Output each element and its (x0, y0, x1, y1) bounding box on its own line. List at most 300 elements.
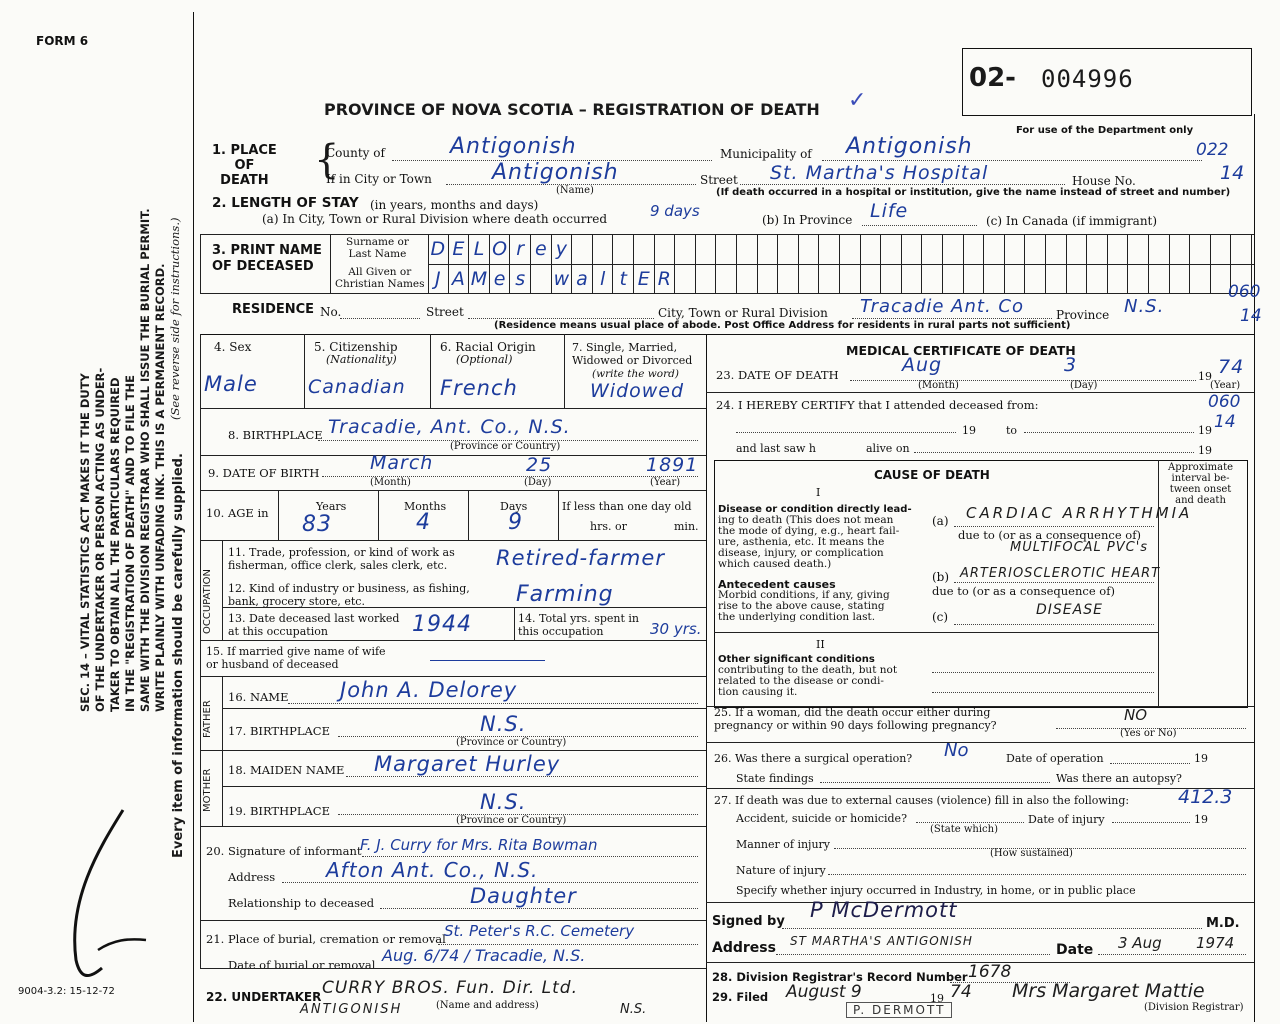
given-l2: Christian Names (335, 278, 425, 290)
surname-char-box[interactable]: y (552, 235, 573, 264)
age-months-label: Months (404, 500, 447, 513)
last-worked-label (228, 612, 399, 638)
surname-char-box[interactable] (758, 235, 779, 264)
registrar-record-value[interactable]: 1678 (968, 962, 1012, 982)
undertaker-addr[interactable]: ANTIGONISH (300, 1002, 403, 1017)
marital-sub: (write the word) (592, 368, 679, 380)
given-char-box[interactable] (1005, 265, 1026, 293)
age-div2 (378, 490, 379, 540)
dod-label: 23. DATE OF DEATH (716, 368, 839, 382)
industry-value[interactable]: Farming (516, 582, 614, 607)
surname-char-box[interactable] (819, 235, 840, 264)
given-name-boxes[interactable] (428, 265, 1254, 293)
main-left-border (193, 12, 194, 1022)
place-brace: { (314, 137, 340, 183)
marital-l1: 7. Single, Married, (572, 341, 678, 354)
informant-sig-label: 20. Signature of informant (206, 844, 362, 858)
county-value[interactable]: Antigonish (450, 134, 577, 159)
injury-date-line (1112, 822, 1190, 823)
house-value[interactable]: 14 (1220, 162, 1245, 184)
vital-line-6: WRITE PLAINLY WITH UNFADING INK. THIS IS A PERMANENT RECORD. (153, 263, 167, 712)
interval-l1: Approximate (1168, 462, 1234, 473)
check-mark-icon: ✓ (848, 88, 867, 113)
cause-c-value[interactable]: DISEASE (1036, 602, 1103, 618)
dob-year[interactable]: 1891 (646, 454, 699, 476)
dod-year[interactable]: 74 (1218, 356, 1245, 378)
surname-char-box[interactable] (1108, 235, 1129, 264)
surname-char-box[interactable] (881, 235, 902, 264)
surname-l1: Surname or (346, 236, 409, 248)
industry-label (228, 582, 470, 608)
length-of-stay-label: 2. LENGTH OF STAY (212, 195, 359, 211)
surgical-value[interactable]: No (944, 740, 969, 761)
father-mid (222, 708, 706, 709)
dod-month-label: (Month) (918, 380, 959, 391)
county-label: County of (326, 146, 385, 160)
disease-l1: Disease or condition directly lead- (718, 504, 912, 515)
mother-div (222, 750, 223, 826)
filed-label: 29. Filed (712, 990, 769, 1004)
informant-address-label: Address (228, 870, 276, 884)
pregnancy-label (714, 706, 997, 732)
certify-to-line (1024, 432, 1194, 433)
surname-char-box[interactable] (1046, 235, 1067, 264)
pregnancy-value[interactable]: NO (1124, 706, 1148, 724)
vital-line-5: SAME WITH THE DIVISION REGISTRAR WHO SHALL ISSUE THE BURIAL PERMIT. (138, 208, 152, 712)
surname-char-box[interactable] (737, 235, 758, 264)
residence-note: (Residence means usual place of abode. Post Office Address for residents in rural parts not sufficient) (494, 320, 1071, 331)
stay-b-label: (b) In Province (762, 213, 853, 227)
surname-char-box[interactable] (1170, 235, 1191, 264)
surname-char-box[interactable] (1128, 235, 1149, 264)
father-div (222, 676, 223, 750)
city-value[interactable]: Antigonish (492, 160, 619, 185)
informant-sig-value[interactable]: F. J. Curry for Mrs. Rita Bowman (360, 836, 598, 854)
antecedent-l1: Morbid conditions, if any, giving (718, 589, 890, 601)
print-name-l2: OF DECEASED (212, 259, 314, 274)
external-code: 412.3 (1178, 786, 1233, 808)
spouse-l2: or husband of deceased (206, 658, 339, 671)
antecedent-sub (718, 590, 890, 623)
burial-date-label: Date of burial or removal (228, 958, 376, 972)
signer-address-line (776, 954, 1050, 955)
age-div1 (278, 490, 279, 540)
hospital-note: (If death occurred in a hospital or institution, give the name instead of street and number) (716, 187, 1231, 198)
given-char-box[interactable] (902, 265, 923, 293)
given-char-box[interactable]: J (428, 265, 449, 293)
given-char-box[interactable] (1128, 265, 1149, 293)
name-divider (330, 234, 331, 293)
stay-b-value[interactable]: Life (870, 200, 909, 222)
place-label-2: OF (234, 158, 255, 173)
stamp: P. DERMOTT (846, 1002, 952, 1018)
surname-char-box[interactable] (1149, 235, 1170, 264)
other-l2: contributing to the death, but not (718, 664, 898, 676)
municipality-label: Municipality of (720, 147, 812, 161)
surname-char-box[interactable] (840, 235, 861, 264)
mother-name-label: 18. MAIDEN NAME (228, 763, 345, 777)
specify-label: Specify whether injury occurred in Industry, in home, or in public place (736, 884, 1136, 897)
given-char-box[interactable]: A (449, 265, 470, 293)
surname-char-box[interactable] (799, 235, 820, 264)
surname-char-box[interactable]: D (428, 235, 449, 264)
burial-date-value[interactable]: Aug. 6/74 / Tracadie, N.S. (382, 946, 586, 965)
given-char-box[interactable] (1025, 265, 1046, 293)
surname-char-box[interactable]: e (531, 235, 552, 264)
given-char-box[interactable]: s (510, 265, 531, 293)
residence-no-line (340, 318, 420, 319)
dod-month[interactable]: Aug (902, 354, 943, 376)
other-l1: Other significant conditions (718, 654, 875, 665)
mother-birth-label: 19. BIRTHPLACE (228, 804, 330, 818)
occupation-side-label: OCCUPATION (202, 568, 213, 634)
given-char-box[interactable] (675, 265, 696, 293)
given-char-box[interactable] (531, 265, 552, 293)
yes-no-sub: (Yes or No) (1120, 728, 1177, 739)
surname-char-box[interactable] (716, 235, 737, 264)
surname-char-box[interactable] (1005, 235, 1026, 264)
disease-l4: ure, asthenia, etc. It means the (718, 536, 885, 548)
given-char-box[interactable]: w (552, 265, 573, 293)
surname-char-box[interactable] (593, 235, 614, 264)
row8-bottom (200, 455, 706, 456)
birthplace-value[interactable]: Tracadie, Ant. Co., N.S. (328, 416, 571, 438)
pregnancy-l2: pregnancy or within 90 days following pregnancy? (714, 719, 997, 732)
surname-char-box[interactable] (655, 235, 676, 264)
signed-date-line (1098, 954, 1246, 955)
undertaker-addr-2[interactable]: N.S. (620, 1002, 647, 1017)
stay-c-label: (c) In Canada (if immigrant) (986, 214, 1158, 228)
name-left-line (200, 234, 201, 293)
given-char-box[interactable] (1046, 265, 1067, 293)
total-years-label (518, 612, 639, 638)
racial-label: 6. Racial Origin (440, 340, 536, 354)
father-name-label: 16. NAME (228, 690, 289, 704)
informant-address-value[interactable]: Afton Ant. Co., N.S. (326, 858, 539, 882)
state-findings-line (820, 782, 1050, 783)
dod-day[interactable]: 3 (1064, 354, 1078, 376)
signed-date-value[interactable]: 3 Aug (1118, 934, 1162, 952)
every-item-note: Every item of information should be carefully supplied. (171, 453, 186, 858)
birthplace-label: 8. BIRTHPLACE (228, 428, 323, 442)
given-char-box[interactable] (840, 265, 861, 293)
signed-date-year[interactable]: 1974 (1196, 934, 1235, 952)
racial-sub: (Optional) (456, 353, 513, 366)
stay-b-line (862, 225, 977, 226)
cause-a-value[interactable]: CARDIAC ARRHYTHMIA (966, 504, 1193, 522)
spouse-line[interactable] (430, 660, 545, 661)
surname-char-box[interactable] (634, 235, 655, 264)
relationship-value[interactable]: Daughter (470, 884, 577, 908)
spouse-label (206, 645, 386, 671)
given-char-box[interactable] (799, 265, 820, 293)
disease-l6: which caused death.) (718, 558, 832, 570)
citizenship-sub: (Nationality) (326, 353, 397, 366)
alive-on-century: 19 (1198, 444, 1212, 457)
mother-name-value[interactable]: Margaret Hurley (374, 752, 561, 776)
relationship-line (380, 908, 698, 909)
birthplace-sub: (Province or Country) (450, 441, 561, 452)
how-sustained-sub: (How sustained) (990, 848, 1073, 859)
given-char-box[interactable]: M (469, 265, 490, 293)
signed-value[interactable]: P McDermott (810, 898, 958, 922)
name-sub-label: (Name) (556, 185, 594, 196)
autopsy-label: Was there an autopsy? (1056, 772, 1182, 785)
father-name-value[interactable]: John A. Delorey (340, 678, 518, 702)
surname-char-box[interactable] (861, 235, 882, 264)
certify-to-label: to (1006, 424, 1018, 437)
undertaker-name[interactable]: CURRY BROS. Fun. Dir. Ltd. (322, 978, 579, 998)
father-name-line (288, 703, 698, 704)
dob-month-label: (Month) (370, 477, 411, 488)
surname-char-box[interactable] (1025, 235, 1046, 264)
given-char-box[interactable] (758, 265, 779, 293)
surname-char-box[interactable] (696, 235, 717, 264)
age-months-value[interactable]: 4 (416, 510, 431, 535)
street-label: Street (700, 173, 738, 187)
given-char-box[interactable] (922, 265, 943, 293)
surname-char-box[interactable] (778, 235, 799, 264)
dod-day-label: (Day) (1070, 380, 1098, 391)
surname-char-box[interactable]: r (510, 235, 531, 264)
surname-char-box[interactable]: E (449, 235, 470, 264)
surname-char-box[interactable] (675, 235, 696, 264)
vital-line-1: SEC. 14 – VITAL STATISTICS ACT MAKES IT THE DUTY (78, 373, 92, 712)
operation-date-line (1110, 763, 1190, 764)
age-days-value[interactable]: 9 (508, 510, 523, 535)
occ-bottom (200, 640, 706, 641)
sex-value[interactable]: Male (204, 372, 258, 396)
cause-a-line (954, 526, 1154, 527)
surname-char-box[interactable] (1231, 235, 1252, 264)
state-which-sub: (State which) (930, 824, 998, 835)
cause-b-label: (b) (932, 570, 950, 584)
given-char-box[interactable] (819, 265, 840, 293)
nature-label: Nature of injury (736, 864, 826, 877)
length-of-stay-sub: (in years, months and days) (370, 198, 539, 212)
surname-char-box[interactable] (1067, 235, 1088, 264)
given-char-box[interactable] (716, 265, 737, 293)
citizenship-label: 5. Citizenship (314, 340, 398, 354)
dod-line (850, 380, 1196, 381)
reg-prefix: 02- (969, 63, 1016, 93)
surname-char-box[interactable]: L (469, 235, 490, 264)
given-char-box[interactable] (881, 265, 902, 293)
surname-char-box[interactable] (1211, 235, 1232, 264)
sex-div (304, 334, 305, 408)
dob-year-label: (Year) (650, 477, 681, 488)
vital-line-2: OF THE UNDERTAKER OR PERSON ACTING AS UNDER- (93, 367, 107, 712)
race-div (564, 334, 565, 408)
surname-char-box[interactable] (572, 235, 593, 264)
external-label: 27. If death was due to external causes (violence) fill in also the following: (714, 794, 1130, 807)
given-char-box[interactable] (1087, 265, 1108, 293)
dob-day[interactable]: 25 (526, 454, 553, 476)
signer-address-value[interactable]: ST MARTHA'S ANTIGONISH (790, 934, 973, 948)
place-label-1: 1. PLACE (212, 143, 277, 158)
spouse-l1: 15. If married give name of wife (206, 645, 386, 658)
marital-label (572, 341, 692, 367)
cause-b-value[interactable]: ARTERIOSCLEROTIC HEART (960, 566, 1161, 581)
vital-line-4: IN THE "REGISTRATION OF DEATH" AND TO FILE THE (123, 374, 137, 712)
mother-birth-sub: (Province or Country) (456, 815, 567, 826)
surname-char-box[interactable] (943, 235, 964, 264)
cause-a2-value[interactable]: MULTIFOCAL PVC's (1010, 540, 1149, 555)
informant-address-line (282, 882, 698, 883)
surname-char-box[interactable] (902, 235, 923, 264)
state-findings-label: State findings (736, 772, 814, 785)
trade-label (228, 546, 455, 572)
surname-char-box[interactable]: O (490, 235, 511, 264)
surname-char-box[interactable] (1087, 235, 1108, 264)
antecedent-l3: the underlying condition last. (718, 611, 876, 623)
nature-line (828, 874, 1246, 875)
given-char-box[interactable] (1067, 265, 1088, 293)
other-line-2 (932, 692, 1154, 693)
cause-a-label: (a) (932, 514, 949, 528)
certify-from-century: 19 (962, 424, 976, 437)
trade-value[interactable]: Retired-farmer (496, 546, 665, 570)
given-char-box[interactable] (737, 265, 758, 293)
antecedent-l2: rise to the above cause, stating (718, 600, 885, 612)
age-div4 (558, 490, 559, 540)
hrs-label: hrs. or (590, 520, 627, 533)
surname-char-box[interactable] (964, 235, 985, 264)
pregnancy-l1: 25. If a woman, did the death occur either during (714, 706, 991, 719)
main-right-border (1254, 114, 1255, 1022)
dod-bottom (706, 392, 1254, 393)
interval-div (1158, 460, 1159, 706)
accident-line (916, 822, 1024, 823)
residence-city-line (852, 318, 1052, 319)
given-char-box[interactable] (778, 265, 799, 293)
racial-value[interactable]: French (440, 376, 518, 400)
given-char-box[interactable] (1170, 265, 1191, 293)
total-l1: 14. Total yrs. spent in (518, 612, 639, 625)
other-l3: related to the disease or condi- (718, 675, 884, 687)
surname-boxes[interactable] (428, 235, 1254, 264)
stay-a-value[interactable]: 9 days (650, 202, 700, 220)
filed-year[interactable]: 74 (950, 982, 972, 1002)
dept-use-label: For use of the Department only (1016, 125, 1194, 136)
last-saw-label: and last saw h (736, 442, 817, 455)
residence-code: 060 (1228, 282, 1261, 302)
section-ii: II (816, 638, 825, 651)
residence-street-label: Street (426, 305, 464, 319)
sex-label: 4. Sex (214, 340, 252, 354)
father-birth-label: 17. BIRTHPLACE (228, 724, 330, 738)
city-label: If in City or Town (326, 172, 432, 186)
total-years-value[interactable]: 30 yrs. (650, 620, 702, 638)
burial-place-label: 21. Place of burial, cremation or removal (206, 932, 446, 946)
manner-label: Manner of injury (736, 838, 831, 851)
informant-bottom (200, 920, 706, 921)
cause-mid (714, 632, 1158, 633)
left-table-left (200, 334, 201, 968)
residence-street-line (468, 318, 654, 319)
signed-date-label: Date (1056, 942, 1094, 958)
given-char-box[interactable] (861, 265, 882, 293)
industry-l2: bank, grocery store, etc. (228, 595, 365, 608)
undertaker-label: 22. UNDERTAKER (206, 990, 322, 1004)
surgical-label: 26. Was there a surgical operation? (714, 752, 913, 765)
citizenship-value[interactable]: Canadian (308, 376, 406, 398)
street-value[interactable]: St. Martha's Hospital (770, 162, 989, 184)
father-bottom (200, 750, 706, 751)
given-char-box[interactable] (943, 265, 964, 293)
alive-on-line (914, 452, 1194, 453)
trade-l1: 11. Trade, profession, or kind of work as (228, 546, 455, 559)
reg-number: 004996 (1041, 65, 1134, 93)
mother-birth-value[interactable]: N.S. (480, 790, 527, 814)
given-char-box[interactable]: e (490, 265, 511, 293)
given-char-box[interactable] (696, 265, 717, 293)
given-char-box[interactable] (964, 265, 985, 293)
surname-l2: Last Name (348, 248, 407, 260)
vital-statistics-notice (78, 208, 168, 712)
given-char-box[interactable]: a (572, 265, 593, 293)
last-worked-l1: 13. Date deceased last worked (228, 612, 400, 625)
given-char-box[interactable] (1190, 265, 1211, 293)
cause-c-label: (c) (932, 610, 949, 624)
print-name-label (212, 243, 322, 275)
injury-date-label: Date of injury (1028, 813, 1105, 826)
dod-year-label: (Year) (1210, 380, 1241, 391)
registrar-signature[interactable]: Mrs Margaret Mattie (1012, 980, 1205, 1002)
residence-code-2: 14 (1240, 306, 1262, 326)
surname-char-box[interactable] (1190, 235, 1211, 264)
certify-to-year[interactable]: 14 (1214, 412, 1236, 432)
surname-char-box[interactable] (984, 235, 1005, 264)
given-char-box[interactable]: t (613, 265, 634, 293)
signed-by-label: Signed by (712, 914, 785, 929)
filed-century: 19 (930, 992, 944, 1005)
given-char-box[interactable] (1108, 265, 1129, 293)
surname-char-box[interactable] (613, 235, 634, 264)
residence-province-value[interactable]: N.S. (1124, 296, 1165, 317)
name-bottom-line (200, 293, 1254, 294)
burial-place-value[interactable]: St. Peter's R.C. Cemetery (444, 922, 635, 940)
age-div3 (468, 490, 469, 540)
residence-city-value[interactable]: Tracadie Ant. Co (860, 296, 1024, 317)
last-worked-value[interactable]: 1944 (412, 612, 472, 637)
injury-century: 19 (1194, 813, 1208, 826)
dob-month[interactable]: March (370, 452, 434, 474)
burial-place-line (438, 944, 698, 945)
age-years-value[interactable]: 83 (302, 512, 332, 537)
father-birth-value[interactable]: N.S. (480, 712, 527, 736)
industry-l1: 12. Kind of industry or business, as fishing, (228, 582, 470, 595)
age-label: 10. AGE in (206, 506, 269, 520)
municipality-value[interactable]: Antigonish (846, 134, 973, 159)
external-bottom (706, 902, 1254, 903)
undertaker-sub: (Name and address) (436, 1000, 539, 1011)
trade-l2: fisherman, office clerk, sales clerk, etc. (228, 559, 448, 572)
given-char-box[interactable] (1149, 265, 1170, 293)
residence-no-label: No. (320, 305, 342, 319)
md-label: M.D. (1206, 916, 1240, 931)
row9-bottom (200, 490, 706, 491)
given-char-box[interactable] (984, 265, 1005, 293)
filed-value[interactable]: August 9 (786, 982, 862, 1002)
marital-value[interactable]: Widowed (590, 380, 685, 402)
surname-char-box[interactable] (922, 235, 943, 264)
less-than-day-label: If less than one day old (562, 500, 692, 513)
given-char-box[interactable]: R (655, 265, 676, 293)
mother-name-line (346, 776, 698, 777)
given-char-box[interactable]: E (634, 265, 655, 293)
given-char-box[interactable]: l (593, 265, 614, 293)
